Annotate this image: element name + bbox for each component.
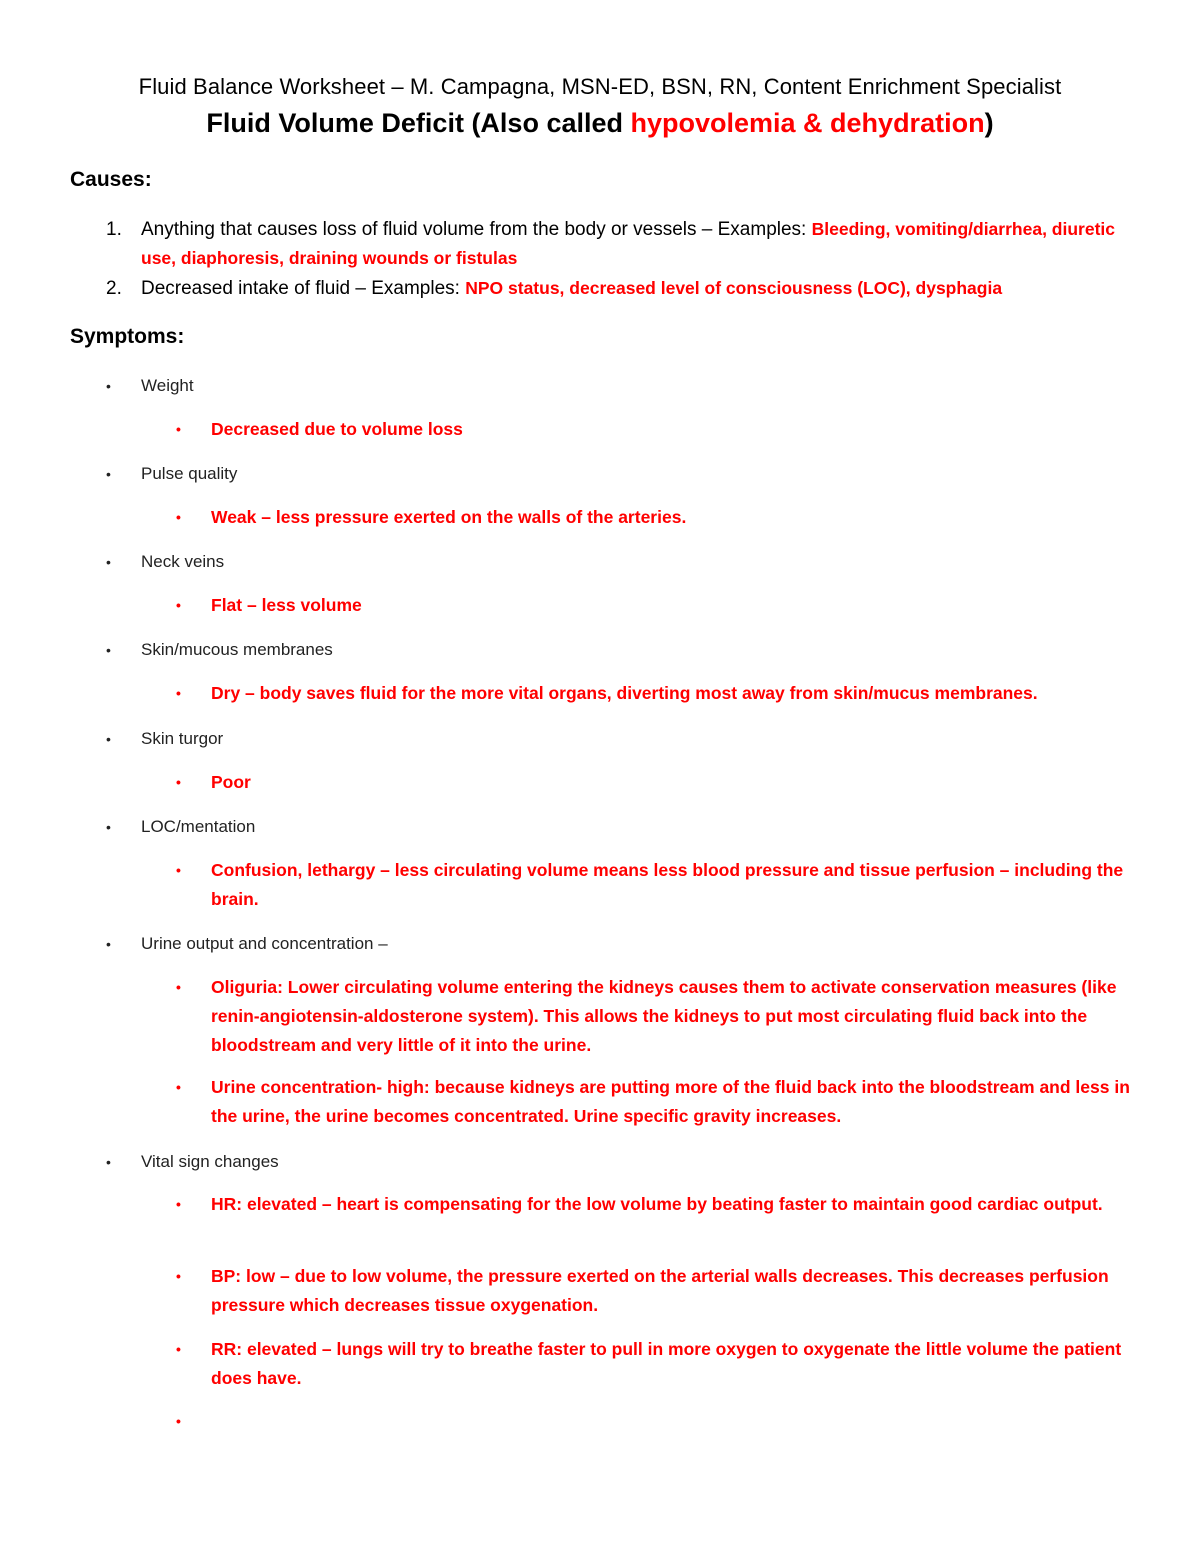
symptom-detail-text: Urine concentration- high: because kidneys are putting more of the fluid back into the bloodstream and less in the urine, the urine becomes concentrated. Urine specific gravity increases. <box>211 1077 1130 1126</box>
symptom-item <box>106 460 237 488</box>
symptom-detail-text: Confusion, lethargy – less circulating volume means less blood pressure and tissue perfusion – including the brain. <box>211 860 1124 909</box>
symptom-detail-text: Oliguria: Lower circulating volume entering the kidneys causes them to activate conservation measures (like renin-angiotensin-aldosterone system). This allows the kidneys to put most circulating fluid back into the bloodstream and very little of it into the urine. <box>211 977 1117 1055</box>
bullet-icon: • <box>106 731 111 747</box>
symptom-detail-text: RR: elevated – lungs will try to breathe faster to pull in more oxygen to oxygenate the little volume the patient does have. <box>211 1339 1122 1388</box>
bullet-icon: • <box>106 936 111 952</box>
symptom-detail-text: BP: low – due to low volume, the pressure exerted on the arterial walls decreases. This decreases perfusion pressure which decreases tissue oxygenation. <box>211 1266 1109 1315</box>
symptom-detail <box>176 1190 1136 1219</box>
symptom-detail-text: Weak – less pressure exerted on the walls of the arteries. <box>211 507 687 527</box>
bullet-icon: • <box>106 554 111 570</box>
symptom-detail-text: Poor <box>211 772 251 792</box>
bullet-icon: • <box>176 509 181 525</box>
bullet-icon: • <box>176 421 181 437</box>
symptom-detail-text: Decreased due to volume loss <box>211 419 463 439</box>
bullet-icon: • <box>176 1341 181 1357</box>
cause-examples: Bleeding, vomiting/diarrhea, diuretic use, diaphoresis, draining wounds or fistulas <box>141 219 1115 268</box>
bullet-icon: • <box>106 378 111 394</box>
causes-heading: Causes: <box>70 168 152 191</box>
symptom-detail <box>176 1335 1136 1393</box>
symptom-item <box>106 548 224 576</box>
bullet-icon: • <box>176 1079 181 1095</box>
bullet-icon: • <box>176 597 181 613</box>
bullet-icon: • <box>106 1154 111 1170</box>
bullet-icon: • <box>176 774 181 790</box>
bullet-icon: • <box>176 1196 181 1212</box>
symptom-detail-text: Dry – body saves fluid for the more vital organs, diverting most away from skin/mucus membranes. <box>211 683 1038 703</box>
page-title-prefix: Fluid Volume Deficit (Also called <box>206 108 631 138</box>
bullet-icon: • <box>106 466 111 482</box>
cause-examples: NPO status, decreased level of consciousness (LOC), dysphagia <box>465 278 1003 298</box>
bullet-icon: • <box>176 685 181 701</box>
symptom-item <box>106 372 194 400</box>
symptom-detail <box>176 415 1136 444</box>
bullet-icon: • <box>176 862 181 878</box>
page-title <box>0 108 1200 139</box>
bullet-icon: • <box>176 1268 181 1284</box>
bullet-icon: • <box>176 979 181 995</box>
symptom-item <box>106 725 223 753</box>
symptom-detail <box>176 856 1136 914</box>
bullet-icon: • <box>106 819 111 835</box>
symptom-label: Urine output and concentration – <box>141 934 388 953</box>
symptom-detail <box>176 591 1136 620</box>
symptom-detail <box>176 679 1136 708</box>
cause-item <box>106 274 1136 303</box>
symptom-item <box>106 1148 279 1176</box>
cause-item <box>106 215 1136 273</box>
cause-number: 2. <box>106 278 122 299</box>
symptom-label: Skin turgor <box>141 729 224 748</box>
cause-text: Decreased intake of fluid – Examples: <box>141 278 466 299</box>
symptom-detail-text: HR: elevated – heart is compensating for the low volume by beating faster to maintain good cardiac output. <box>211 1194 1103 1214</box>
symptom-detail <box>176 503 1136 532</box>
worksheet-title: Fluid Balance Worksheet – M. Campagna, MSN-ED, BSN, RN, Content Enrichment Specialist <box>138 74 1062 99</box>
symptom-detail <box>176 1073 1136 1131</box>
symptom-label: LOC/mentation <box>141 817 256 836</box>
symptom-label: Weight <box>141 376 194 395</box>
symptom-item <box>106 813 255 841</box>
bullet-icon: • <box>176 1413 181 1429</box>
symptom-item <box>106 636 333 664</box>
symptom-item <box>106 930 388 958</box>
cause-number: 1. <box>106 219 122 240</box>
symptom-detail <box>176 1262 1136 1320</box>
page-title-highlight: hypovolemia & dehydration <box>630 108 985 138</box>
symptom-label: Vital sign changes <box>141 1152 279 1171</box>
page-title-suffix: ) <box>984 108 994 138</box>
symptom-label: Neck veins <box>141 552 225 571</box>
symptom-detail <box>176 973 1136 1060</box>
bullet-icon: • <box>106 642 111 658</box>
symptom-detail-text: Flat – less volume <box>211 595 362 615</box>
cause-text: Anything that causes loss of fluid volume from the body or vessels – Examples: <box>141 219 812 240</box>
symptom-label: Skin/mucous membranes <box>141 640 333 659</box>
symptom-detail <box>176 768 1136 797</box>
symptom-label: Pulse quality <box>141 464 238 483</box>
symptoms-heading: Symptoms: <box>70 325 185 348</box>
